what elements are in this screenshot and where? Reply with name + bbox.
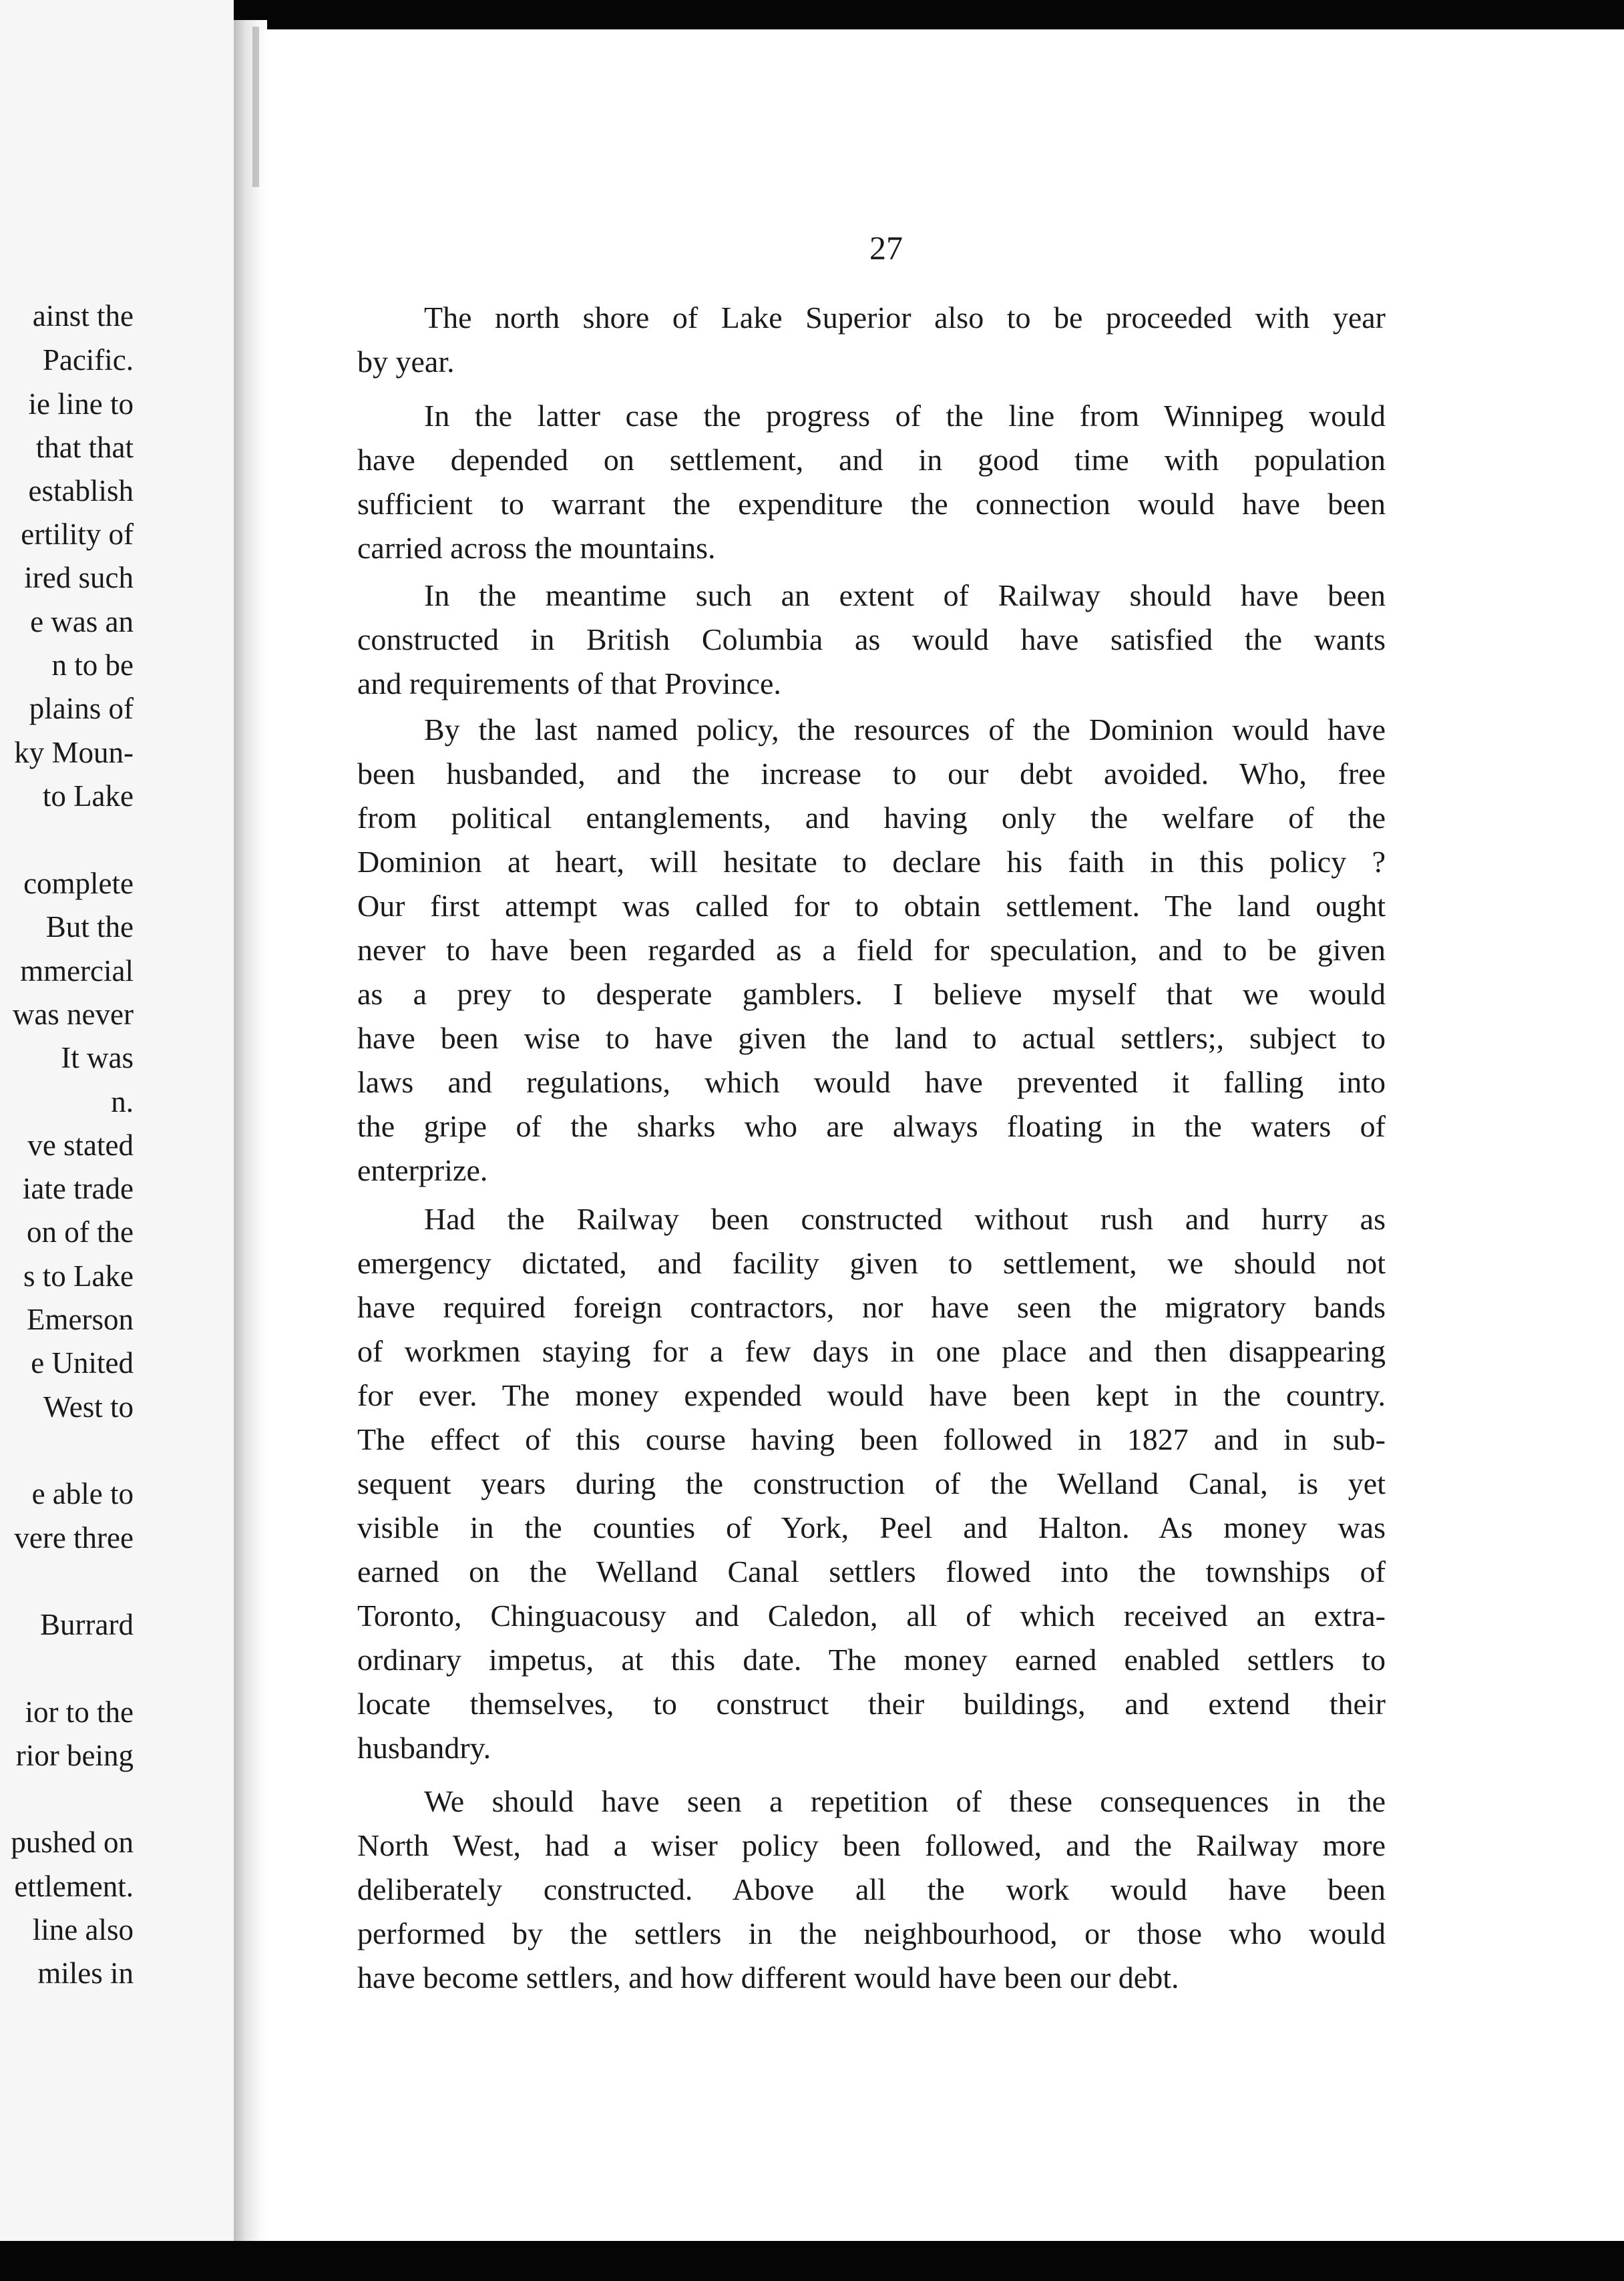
facing-page-fragment: e able to	[31, 1477, 134, 1510]
page-number: 27	[869, 229, 903, 266]
facing-page-fragment: ve stated	[27, 1128, 134, 1162]
facing-page-fragment: iate trade	[22, 1172, 134, 1205]
text-line: emergency dictated, and facility given to settlement, we should not	[357, 1246, 1386, 1280]
text-line: the gripe of the sharks who are always floating in the waters of	[357, 1109, 1386, 1143]
text-line: North West, had a wiser policy been followed, and the Railway more	[357, 1828, 1386, 1862]
facing-page-fragment: rior being	[15, 1739, 134, 1772]
text-line: carried across the mountains.	[357, 531, 716, 565]
facing-page-fragment: to Lake	[42, 779, 134, 813]
text-line: Had the Railway been constructed without rush and hurry as	[424, 1202, 1386, 1236]
text-line: In the meantime such an extent of Railway should have been	[424, 578, 1386, 612]
text-line: By the last named policy, the resources of the Dominion would have	[424, 712, 1386, 747]
text-line: laws and regulations, which would have prevented it falling into	[357, 1065, 1386, 1099]
text-line: have been wise to have given the land to actual settlers;, subject to	[357, 1021, 1386, 1055]
text-line: ordinary impetus, at this date. The money earned enabled settlers to	[357, 1643, 1386, 1677]
text-line: Dominion at heart, will hesitate to declare his faith in this policy ?	[357, 845, 1386, 879]
paragraph-5	[357, 1197, 1386, 1770]
gutter-shadow	[252, 27, 259, 187]
facing-page-fragment: Pacific.	[42, 343, 134, 377]
facing-page-fragment: line also	[32, 1913, 134, 1946]
text-line: performed by the settlers in the neighbourhood, or those who would	[357, 1916, 1386, 1950]
text-line: and requirements of that Province.	[357, 666, 781, 700]
facing-page-fragment: vere three	[14, 1521, 134, 1554]
text-line: deliberately constructed. Above all the work would have been	[357, 1872, 1386, 1906]
facing-page-fragment: ired such	[24, 561, 134, 594]
facing-page-fragment: that that	[35, 431, 134, 464]
text-line: Toronto, Chinguacousy and Caledon, all of which received an extra-	[357, 1599, 1386, 1633]
text-line: husbandry.	[357, 1731, 491, 1765]
facing-page-fragment: ky Moun-	[14, 736, 134, 769]
text-line: The effect of this course having been followed in 1827 and in sub-	[357, 1422, 1386, 1456]
facing-page-fragment: ior to the	[25, 1695, 134, 1729]
facing-page-fragment: establish	[28, 474, 134, 507]
book-gutter	[234, 20, 267, 2244]
text-line: enterprize.	[357, 1153, 488, 1187]
facing-page-fragment: ie line to	[28, 387, 134, 421]
facing-page-fragment: West to	[43, 1390, 134, 1424]
facing-page-fragment: But the	[45, 910, 134, 944]
paragraph-2	[357, 394, 1386, 570]
facing-page-fragment: on of the	[27, 1215, 134, 1249]
text-line: visible in the counties of York, Peel and Halton. As money was	[357, 1510, 1386, 1544]
paragraph-4	[357, 708, 1386, 1193]
text-line: of workmen staying for a few days in one place and then disappearing	[357, 1334, 1386, 1368]
facing-page-fragment: was never	[12, 998, 134, 1031]
text-line: earned on the Welland Canal settlers flowed into the townships of	[357, 1554, 1386, 1589]
text-line: sufficient to warrant the expenditure the connection would have been	[357, 487, 1386, 521]
paragraph-3	[357, 574, 1386, 706]
facing-page-fragment: n.	[111, 1085, 134, 1118]
text-line: In the latter case the progress of the line from Winnipeg would	[424, 399, 1386, 433]
facing-page-edge	[0, 0, 234, 2257]
facing-page-fragment: plains of	[29, 692, 134, 725]
facing-page-fragment: Burrard	[40, 1608, 134, 1641]
text-line: constructed in British Columbia as would have satisfied the wants	[357, 622, 1386, 656]
paragraph-6	[357, 1780, 1386, 2000]
facing-page-fragment: mmercial	[20, 954, 134, 988]
text-line: been husbanded, and the increase to our debt avoided. Who, free	[357, 757, 1386, 791]
facing-page-fragment: n to be	[51, 648, 134, 682]
facing-page-fragment: ettlement.	[14, 1870, 134, 1903]
text-line: Our first attempt was called for to obtain settlement. The land ought	[357, 889, 1386, 923]
text-line: We should have seen a repetition of these consequences in the	[424, 1784, 1386, 1818]
text-line: as a prey to desperate gamblers. I believe myself that we would	[357, 977, 1386, 1011]
facing-page-fragment: Emerson	[27, 1303, 134, 1336]
text-line: The north shore of Lake Superior also to be proceeded with year	[424, 300, 1386, 335]
facing-page-fragment: ertility of	[21, 517, 134, 551]
facing-page-fragment: It was	[61, 1041, 134, 1074]
text-line: for ever. The money expended would have been kept in the country.	[357, 1378, 1386, 1412]
text-line: have depended on settlement, and in good time with population	[357, 443, 1386, 477]
facing-page-fragment: e was an	[30, 605, 134, 638]
facing-page-fragment: miles in	[37, 1956, 134, 1990]
facing-page-fragment: complete	[23, 867, 134, 900]
text-line: have become settlers, and how different would have been our debt.	[357, 1960, 1179, 1995]
facing-page-fragment: ainst the	[32, 299, 134, 333]
text-line: sequent years during the construction of the Welland Canal, is yet	[357, 1466, 1386, 1500]
paragraph-1	[357, 296, 1386, 384]
text-line: never to have been regarded as a field for speculation, and to be given	[357, 933, 1386, 967]
text-line: by year.	[357, 345, 455, 379]
facing-page-fragment: e United	[31, 1346, 134, 1380]
text-line: from political entanglements, and having only the welfare of the	[357, 801, 1386, 835]
text-line: have required foreign contractors, nor have seen the migratory bands	[357, 1290, 1386, 1324]
text-line: locate themselves, to construct their buildings, and extend their	[357, 1687, 1386, 1721]
facing-page-fragment: s to Lake	[23, 1259, 134, 1293]
facing-page-fragment: pushed on	[11, 1826, 134, 1859]
scan-border-bottom	[0, 2241, 1624, 2281]
